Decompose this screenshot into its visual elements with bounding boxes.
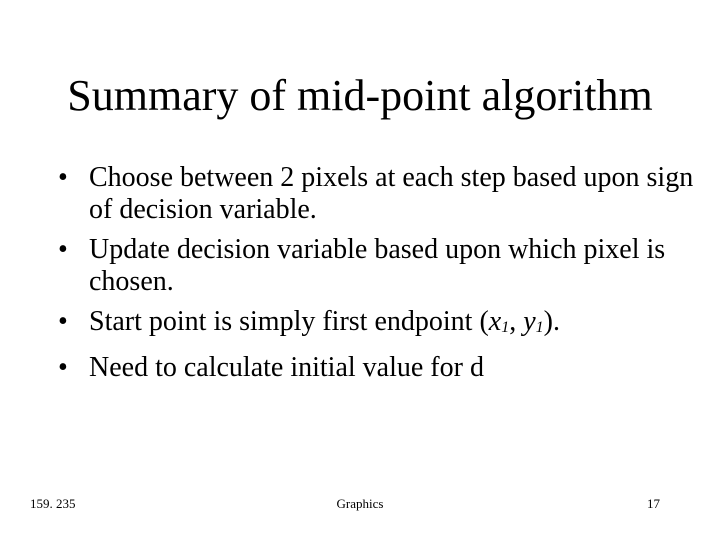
bullet-text-suffix: ). — [543, 306, 560, 337]
bullet-item — [58, 352, 698, 384]
bullet-icon: • — [58, 162, 68, 193]
math-x-subscript: 1 — [501, 319, 510, 336]
bullet-icon: • — [58, 234, 68, 265]
bullet-icon: • — [58, 306, 68, 337]
math-comma: , — [509, 306, 524, 337]
bullet-item — [58, 162, 698, 226]
bullet-list — [58, 162, 698, 392]
bullet-item — [58, 306, 698, 344]
footer-course-name: Graphics — [336, 496, 384, 511]
math-y: y — [523, 306, 536, 337]
bullet-text: Update decision variable based upon which pixel is chosen. — [89, 234, 666, 297]
math-x: x — [488, 306, 502, 337]
bullet-icon: • — [58, 352, 68, 383]
footer-course-code: 159. 235 — [30, 496, 76, 511]
bullet-text: Choose between 2 pixels at each step based upon sign of decision variable. — [89, 162, 694, 225]
bullet-item — [58, 234, 698, 298]
math-y-subscript: 1 — [535, 319, 544, 336]
bullet-text: Need to calculate initial value for d — [89, 352, 484, 383]
slide-title: Summary of mid-point algorithm — [67, 71, 653, 120]
bullet-text-prefix: Start point is simply first endpoint ( — [89, 306, 489, 337]
footer-page-number: 17 — [647, 496, 660, 511]
